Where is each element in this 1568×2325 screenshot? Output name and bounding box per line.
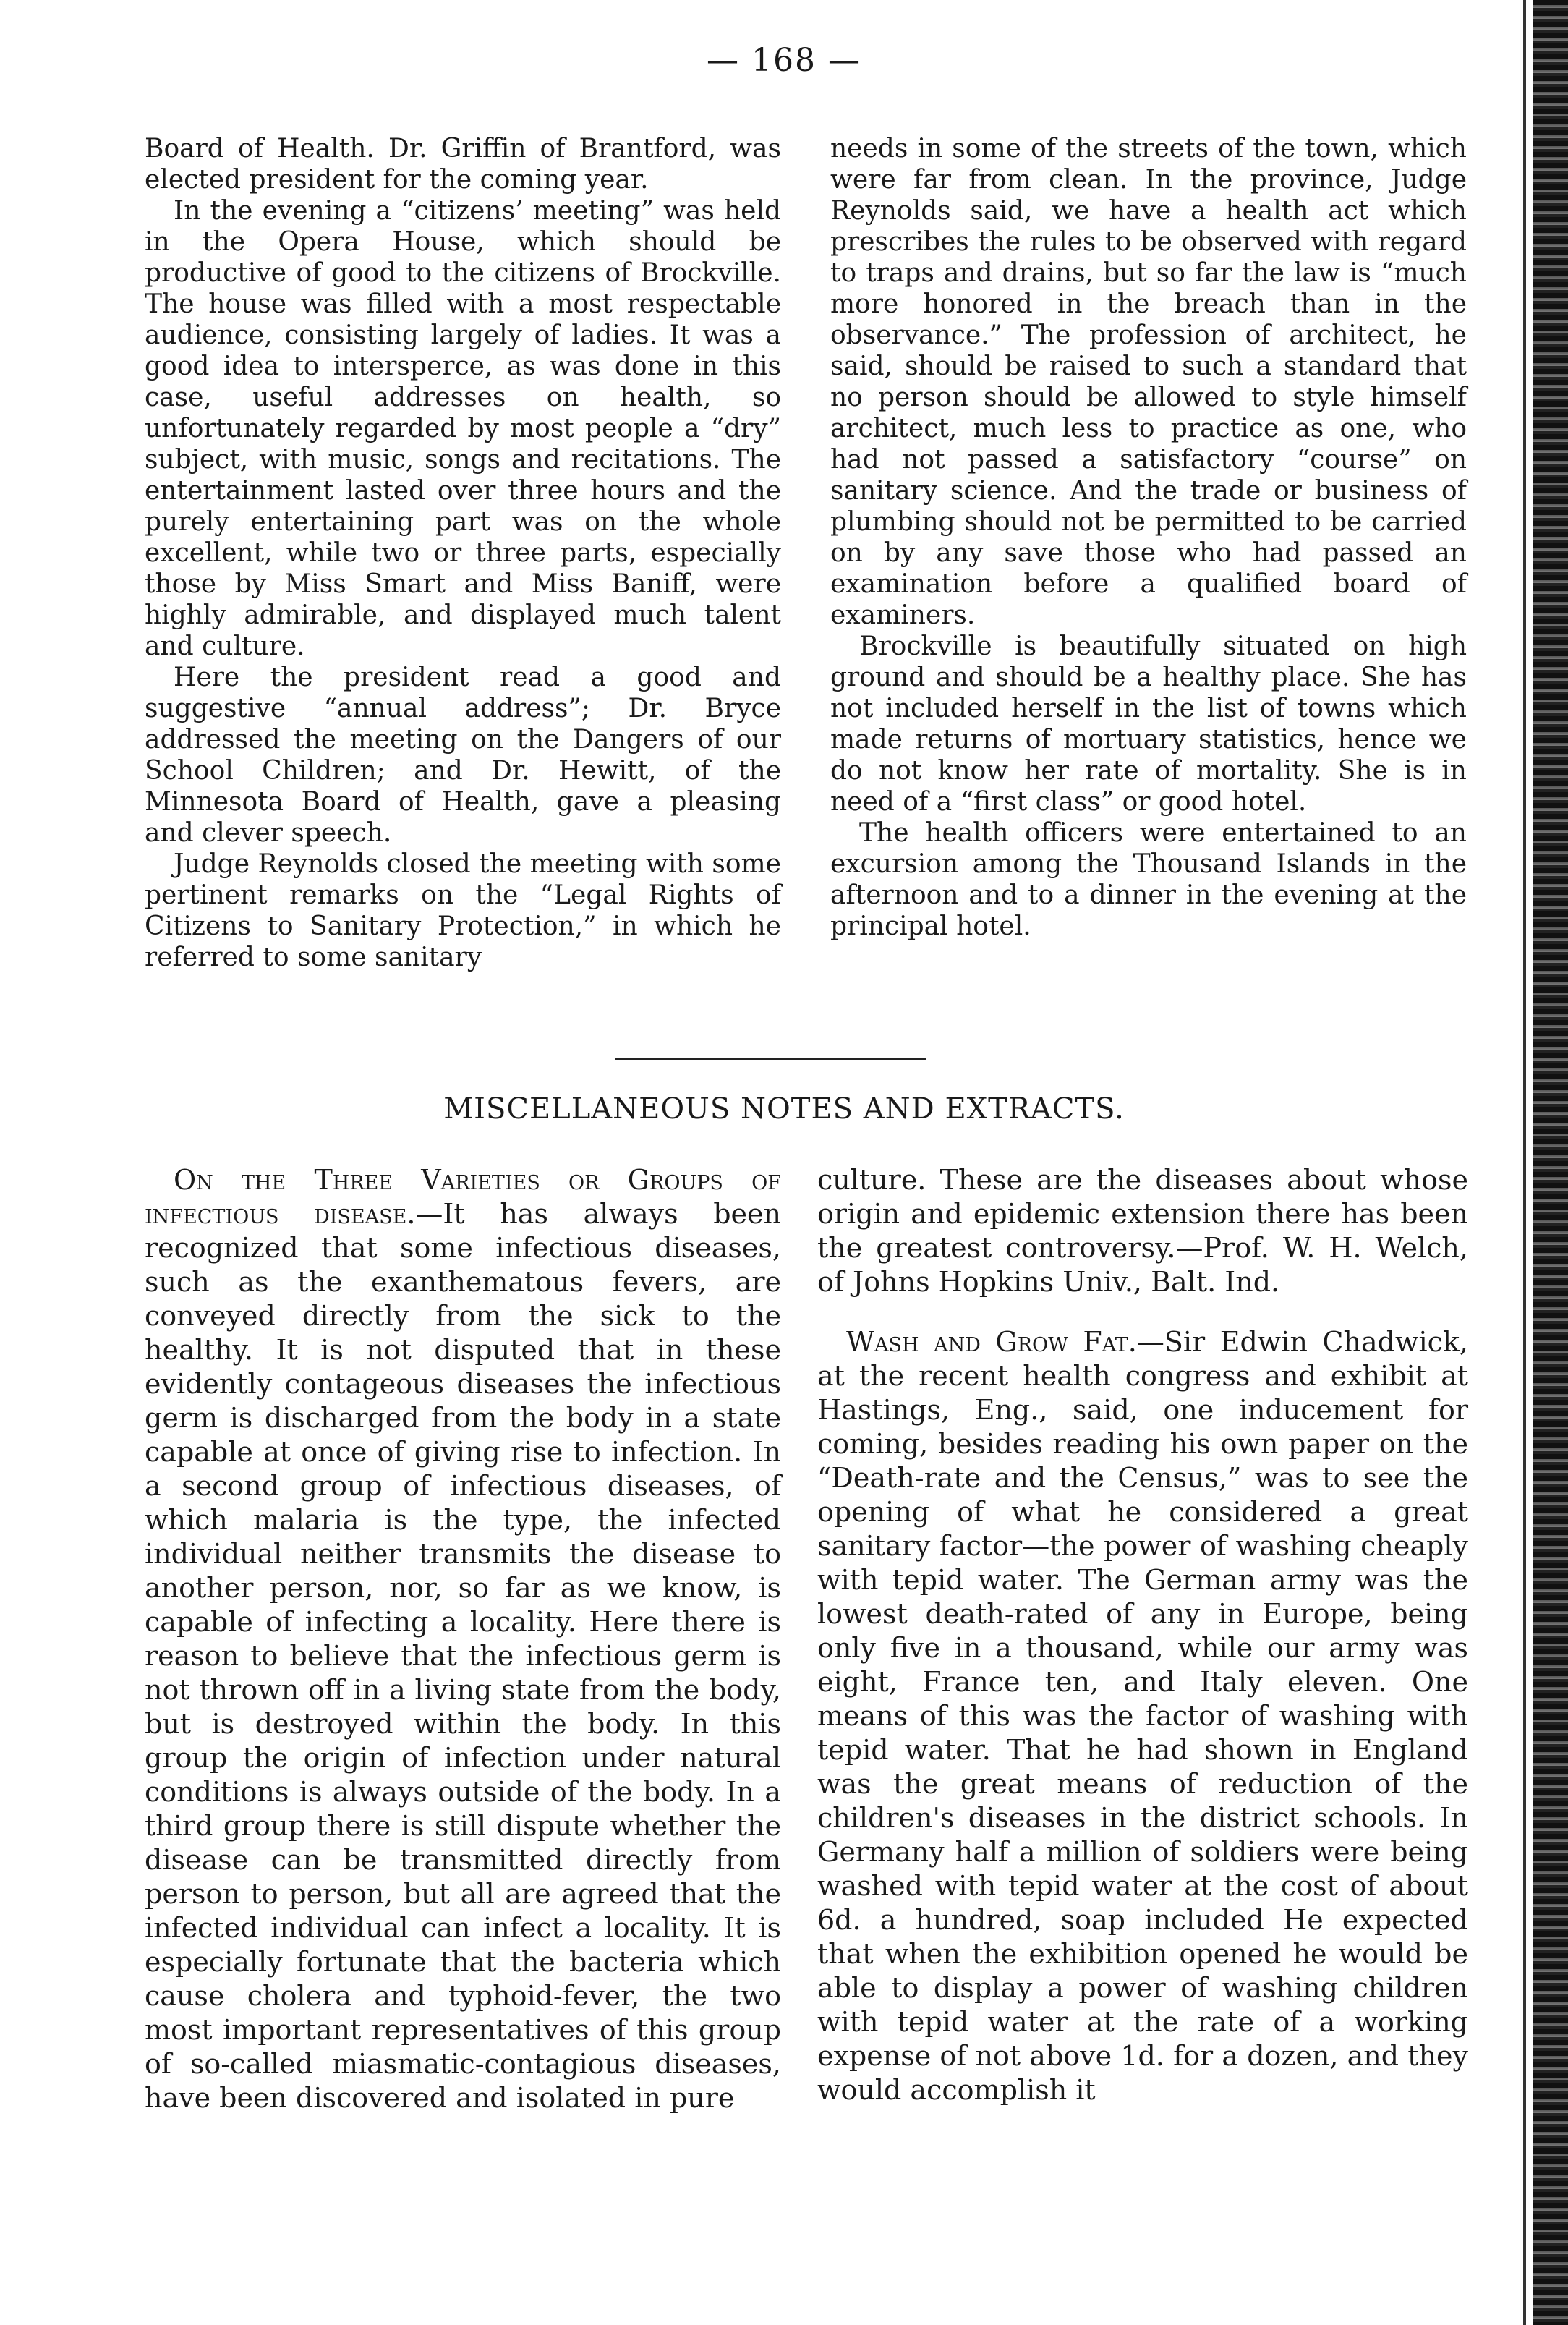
article-wash-and-grow-fat — [817, 1325, 1468, 2107]
bottom-left-column — [145, 1163, 781, 2115]
bottom-right-column — [817, 1163, 1468, 2107]
page-binding-line — [1523, 0, 1526, 2325]
article-infectious-disease — [145, 1163, 781, 2115]
article-body: —Sir Edwin Chadwick, at the recent health congress and exhibit at Hastings, Eng., said, one inducement for coming, besides reading his own paper on the “Death-rate and the Census,” was to see the opening of what he considered a great sanitary factor—the power of washing cheaply with tepid water. The German army was the lowest death-rated of any in Europe, being only five in a thousand, while our army was eight, France ten, and Italy eleven. One means of this was the factor of washing with tepid water. That he had shown in England was the great means of reduction of the children's diseases in the district schools. In Germany half a million of soldiers were being washed with tepid water at the cost of about 6d. a hundred, soap included He expected that when the exhibition opened he would be able to display a power of washing children with tepid water at the rate of a working expense of not above 1d. for a dozen, and they would accomplish it — [817, 1326, 1469, 2106]
paragraph: Judge Reynolds closed the meeting with some pertinent remarks on the “Legal Rights of Citizens to Sanitary Protection,” in which he referred to some sanitary — [145, 849, 781, 972]
paragraph: needs in some of the streets of the town, which were far from clean. In the province, Judge Reynolds said, we have a health act which prescribes the rules to be observed with regard to traps and drains, but so far the law is “much more honored in the breach than in the observance.” The profession of architect, he said, should be raised to such a standard that no person should be allowed to style himself architect, much less to practice as one, who had not passed a satisfactory “course” on sanitary science. And the trade or business of plumbing should not be permitted to be carried on by any save those who had passed an examination before a qualified board of examiners. — [830, 134, 1467, 630]
page-scan-edge — [1533, 0, 1568, 2325]
section-title: MISCELLANEOUS NOTES AND EXTRACTS. — [443, 1092, 1125, 1126]
spacer — [817, 1299, 1468, 1325]
article-heading: Wash and Grow Fat. — [846, 1326, 1137, 1358]
page-number: — 168 — — [707, 42, 861, 79]
article-body: —It has always been recognized that some infectious diseases, such as the exanthematous fevers, are conveyed directly from the sick to the healthy. It is not disputed that in these evidently contageous diseases the infectious germ is discharged from the body in a state capable at once of giving rise to infection. In a second group of infectious diseases, of which malaria is the type, the infected individual neither transmits the disease to another person, nor, so far as we know, is capable of infecting a locality. Here there is reason to believe that the infectious germ is not thrown off in a living state from the body, but is destroyed within the body. In this group the origin of infection under natural conditions is always outside of the body. In a third group there is still dispute whether the disease can be transmitted directly from person to person, but all are agreed that the infected individual can infect a locality. It is especially fortunate that the bacteria which cause cholera and typhoid-fever, the two most important representatives of this group of so-called miasmatic-contagious diseases, have been discovered and isolated in pure — [145, 1198, 781, 2114]
article-heading: On the Three Varieties or Groups of infectious disease. — [145, 1164, 781, 1230]
section-divider — [615, 1058, 926, 1060]
paragraph: Board of Health. Dr. Griffin of Brantford, was elected president for the coming year. — [145, 134, 781, 195]
paragraph: Brockville is beautifully situated on high ground and should be a healthy place. She has not included herself in the list of towns which made returns of mortuary statistics, hence we do not know her rate of mortality. She is in need of a “first class” or good hotel. — [830, 632, 1467, 817]
top-right-column — [830, 133, 1467, 942]
paragraph: The health officers were entertained to an excursion among the Thousand Islands in the afternoon and to a dinner in the evening at the principal hotel. — [830, 818, 1467, 941]
top-left-column — [145, 133, 781, 973]
paragraph: In the evening a “citizens’ meeting” was held in the Opera House, which should be productive of good to the citizens of Brockville. The house was filled with a most respectable audience, consisting largely of ladies. It was a good idea to intersperce, as was done in this case, useful addresses on health, so unfortunately regarded by most people a “dry” subject, with music, songs and recitations. The entertainment lasted over three hours and the purely entertaining part was on the whole excellent, while two or three parts, especially those by Miss Smart and Miss Baniff, were highly admirable, and displayed much talent and culture. — [145, 196, 781, 661]
article-continuation: culture. These are the diseases about whose origin and epidemic extension there has been the greatest controversy.—Prof. W. H. Welch, of Johns Hopkins Univ., Balt. Ind. — [817, 1164, 1468, 1298]
paragraph: Here the president read a good and suggestive “annual address”; Dr. Bryce addressed the meeting on the Dangers of our School Children; and Dr. Hewitt, of the Minnesota Board of Health, gave a pleasing and clever speech. — [145, 663, 781, 848]
